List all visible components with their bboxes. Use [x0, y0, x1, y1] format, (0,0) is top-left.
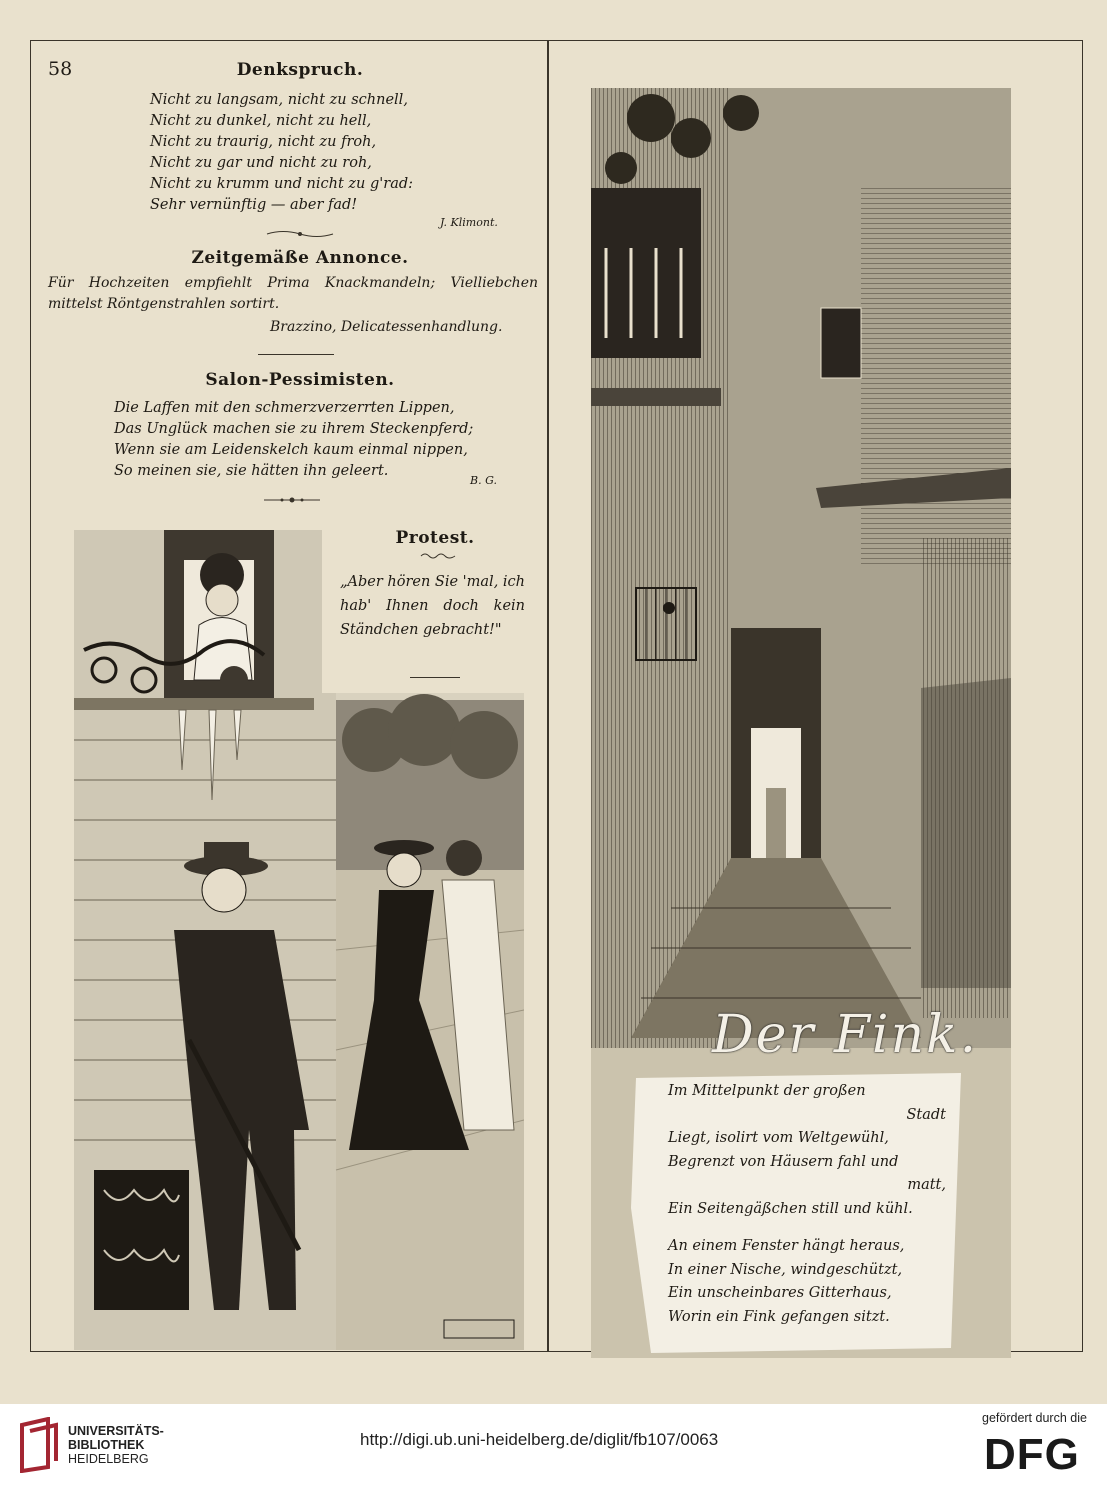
salon-title: Salon-Pessimisten.: [205, 370, 395, 390]
ornament-divider: [265, 228, 335, 242]
fink-poem: [668, 1080, 946, 1343]
fink-title: Der Fink.: [712, 1005, 979, 1065]
library-name-line: BIBLIOTHEK: [68, 1438, 145, 1452]
poem-line: Nicht zu dunkel, nicht zu hell,: [150, 113, 372, 129]
protest-quote: „Aber hören Sie 'mal, ich hab' Ihnen doch kein Ständchen gebracht!": [340, 574, 526, 638]
salon-poem: [114, 398, 473, 482]
source-url-link[interactable]: http://digi.ub.uni-heidelberg.de/diglit/fb107/0063: [360, 1430, 719, 1449]
poem-line: Das Unglück machen sie zu ihrem Steckenpferd;: [114, 421, 474, 437]
poem-line: Begrenzt von Häusern fahl und: [668, 1153, 899, 1170]
poem-line: Stadt: [906, 1106, 946, 1123]
library-logo-icon: [18, 1417, 60, 1473]
denkspruch-title: Denkspruch.: [236, 60, 364, 80]
poem-line: Nicht zu gar und nicht zu roh,: [150, 155, 372, 171]
dfg-logo: DFG: [984, 1430, 1080, 1479]
protest-title: Protest.: [395, 528, 475, 548]
stanza: [668, 1235, 946, 1329]
poem-line: matt,: [907, 1177, 946, 1193]
salon-author: B. G.: [470, 474, 497, 487]
annonce-title: Zeitgemäße Annonce.: [191, 248, 409, 268]
poem-line: Nicht zu krumm und nicht zu g'rad:: [150, 176, 414, 192]
poem-line: Ein unscheinbares Gitterhaus,: [668, 1285, 892, 1301]
poem-line: Sehr vernünftig — aber fad!: [150, 197, 358, 213]
library-name-line: HEIDELBERG: [68, 1452, 149, 1466]
library-name-line: UNIVERSITÄTS-: [68, 1424, 164, 1438]
library-name: [68, 1424, 164, 1466]
annonce-line: mittelst Röntgenstrahlen sortirt.: [48, 296, 280, 312]
annonce-line: Für Hochzeiten empfiehlt Prima Knackmandeln; Vielliebchen: [48, 275, 538, 291]
poem-line: Worin ein Fink gefangen sitzt.: [668, 1308, 890, 1325]
poem-line: In einer Nische, windgeschützt,: [668, 1261, 903, 1278]
denkspruch-author: J. Klimont.: [440, 216, 498, 229]
poem-line: So meinen sie, sie hätten ihn geleert.: [114, 463, 389, 479]
poem-line: Im Mittelpunkt der großen: [668, 1083, 866, 1099]
annonce-signature: Brazzino, Delicatessenhandlung.: [270, 319, 503, 335]
denkspruch-poem: [150, 90, 413, 216]
page-number: 58: [48, 58, 73, 80]
poem-line: Nicht zu traurig, nicht zu froh,: [150, 134, 377, 150]
ornament-squiggle: [420, 549, 456, 563]
annonce-body: [48, 273, 538, 315]
funding-caption: gefördert durch die: [982, 1411, 1087, 1425]
stanza: [668, 1080, 946, 1221]
poem-line: Liegt, isolirt vom Weltgewühl,: [668, 1130, 889, 1146]
column-divider: [547, 40, 549, 1352]
poem-line: An einem Fenster hängt heraus,: [668, 1238, 905, 1254]
ornament-divider: [262, 494, 322, 508]
poem-line: Die Laffen mit den schmerzverzerrten Lippen,: [114, 400, 455, 416]
poem-line: Nicht zu langsam, nicht zu schnell,: [150, 92, 408, 108]
poem-line: Wenn sie am Leidenskelch kaum einmal nippen,: [114, 442, 468, 458]
poem-line: Ein Seitengäßchen still und kühl.: [668, 1200, 913, 1217]
divider-rule: [258, 354, 334, 355]
divider-rule: [410, 677, 460, 678]
